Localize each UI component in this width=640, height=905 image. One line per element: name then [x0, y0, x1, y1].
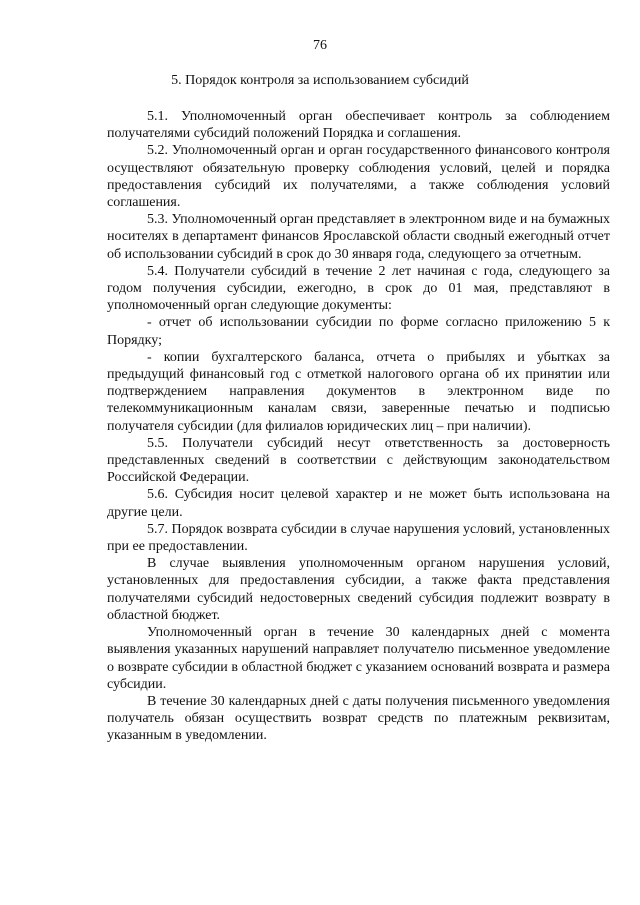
page-number: 76 [313, 38, 327, 53]
section-body [107, 108, 610, 745]
paragraph-5-5: 5.5. Получатели субсидий несут ответственность за достоверность представленных сведений в соответствии с действующим законодательством Российской Федерации. [107, 435, 610, 486]
list-item-balance-copies: - копии бухгалтерского баланса, отчета о прибылях и убытках за предыдущий финансовый год с отметкой налогового органа об их принятии или подтверждением направления документов в электронном виде по телекоммуникационным каналам связи, заверенные печатью и подписью получателя субсидии (для филиалов юридических лиц – при наличии). [107, 349, 610, 434]
paragraph-5-7: 5.7. Порядок возврата субсидии в случае нарушения условий, установленных при ее предоставлении. [107, 521, 611, 555]
section-title: 5. Порядок контроля за использованием субсидий [171, 73, 469, 88]
paragraph-5-4: 5.4. Получатели субсидий в течение 2 лет начиная с года, следующего за годом получения субсидии, ежегодно, в срок до 01 мая, представляют в уполномоченный орган следующие документы: [107, 263, 610, 314]
paragraph-return-deadline: В течение 30 календарных дней с даты получения письменного уведомления получатель обязан осуществить возврат средств по платежным реквизитам, указанным в уведомлении. [107, 693, 610, 744]
paragraph-5-1: 5.1. Уполномоченный орган обеспечивает контроль за соблюдением получателями субсидий положений Порядка и соглашения. [107, 109, 610, 142]
paragraph-5-2: 5.2. Уполномоченный орган и орган государственного финансового контроля осуществляют обязательную проверку соблюдения условий, целей и порядка предоставления субсидий их получателями, а также соблюдения условий соглашения. [107, 143, 610, 211]
list-item-report: - отчет об использовании субсидии по форме согласно приложению 5 к Порядку; [107, 315, 610, 348]
paragraph-violation-return: В случае выявления уполномоченным органом нарушения условий, установленных для предоставления субсидии, а также факта представления получателями субсидий недостоверных сведений субсидия подлежит возврату в областной бюджет. [107, 556, 610, 623]
paragraph-5-6: 5.6. Субсидия носит целевой характер и не может быть использована на другие цели. [107, 487, 610, 520]
paragraph-5-3: 5.3. Уполномоченный орган представляет в электронном виде и на бумажных носителях в департамент финансов Ярославской области сводный ежегодный отчет об использовании субсидий в срок до 30 января года, следующего за отчетным. [107, 212, 610, 262]
paragraph-notification: Уполномоченный орган в течение 30 календарных дней с момента выявления указанных нарушений направляет получателю письменное уведомление о возврате субсидии в областной бюджет с указанием оснований возврата и размера субсидии. [107, 625, 610, 692]
